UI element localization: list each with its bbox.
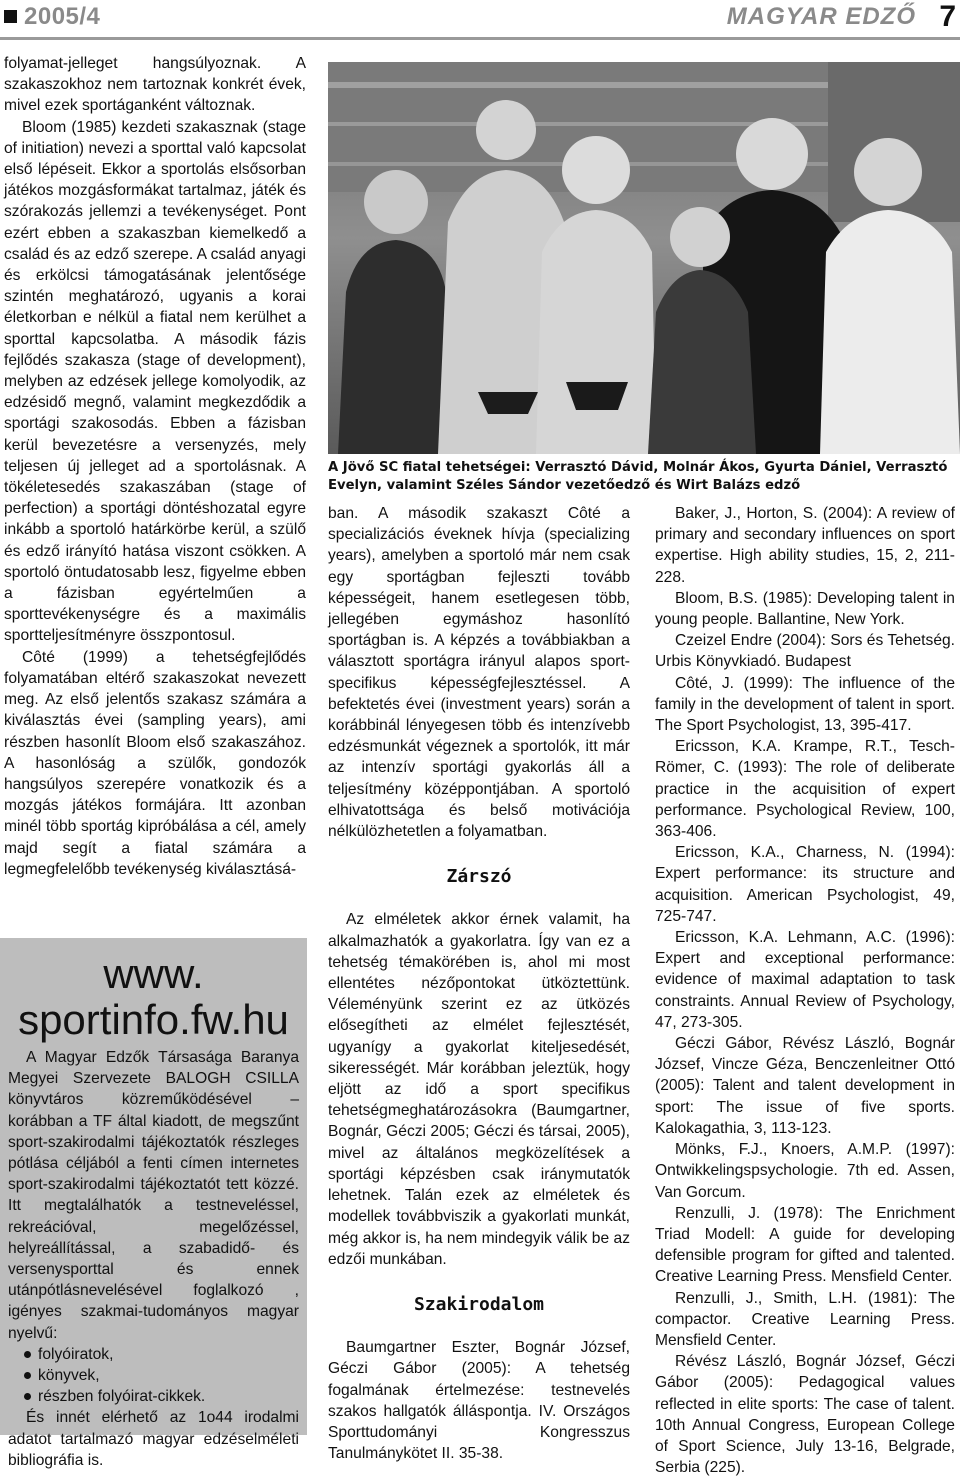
list-item: részben folyóirat-cikkek. xyxy=(38,1386,299,1407)
reference-entry: Renzulli, J., Smith, L.H. (1981): The compactor. Creative Learning Press. Mensfield Center. xyxy=(655,1289,955,1349)
page-header xyxy=(0,0,960,44)
section-heading-zarszo: Zárszó xyxy=(446,866,512,888)
reference-entry: Mönks, F.J., Knoers, A.M.P. (1997): Ontwikkelingspsychologie. 7th ed. Assen, Van Gorcum. xyxy=(655,1141,955,1201)
column-3-references xyxy=(655,503,955,1478)
url-line-1: www. xyxy=(103,950,204,997)
column-2 xyxy=(328,503,630,1464)
reference-entry: Baumgartner Eszter, Bognár József, Géczi Gábor (2005): A tehetség fogalmának értelmezése: testnevelés szakos hallgatók álláspontja. IV. Országos Sporttudományi Kongresszus Tanulmánykötet II. 35-38. xyxy=(328,1339,630,1463)
col2-paragraph: Az elméletek akkor érnek valamit, ha alkalmazhatók a gyakorlatra. Így van ez a tehetség témakörében is, ahol mi most ellentétes nézőpontokat ütköztettünk. Véleményünk szerint ez az ütközés elősegítheti az elmélet fejlesztését, ugyanígy a gyakorlat kiteljesedését, sikerességét. Már korábban jeleztük, hogy eljött az idő a sport specifikus tehetségmeghatározásokra (Baumgartner, Bognár, Géczi 2005; Géczi és társai, 2005), mivel az általános megközelítések a sportági képzésben csak iránymutatók lehetnek. Talán ezek az elméletek és modellek továbbviszik a gyakorlati munkát, még akkor is, ha nem mindegyik válik be az edzői munkában. xyxy=(328,911,630,1268)
reference-entry: Ericsson, K.A. Lehmann, A.C. (1996): Expert and exceptional performance: evidence of maximal adaptation to task constraints. Annual Review of Psychology, 47, 273-305. xyxy=(655,929,955,1031)
sportinfo-box xyxy=(0,938,307,1469)
reference-entry: Bloom, B.S. (1985): Developing talent in young people. Ballantine, New York. xyxy=(655,589,955,629)
page-number: 7 xyxy=(939,0,956,33)
team-photo xyxy=(328,62,960,454)
issue-number: 2005/4 xyxy=(24,3,101,30)
list-item: folyóiratok, xyxy=(38,1344,299,1365)
reference-entry: Géczi Gábor, Révész László, Bognár József, Vincze Géza, Benczenleitner Ottó (2005): Talent and talent development in sport: The issue of five sports. Kalokagathia, 3, 113-123. xyxy=(655,1035,955,1137)
box-list xyxy=(8,1344,299,1408)
box-body xyxy=(0,1043,307,1471)
reference-entry: Ericsson, K.A. Krampe, R.T., Tesch-Römer, C. (1993): The role of deliberate practice in the acquisition of expert performance. Psychological Review, 100, 363-406. xyxy=(655,738,955,841)
reference-entry: Renzulli, J. (1978): The Enrichment Triad Modell: A guide for developing defensible program for gifted and talented. Creative Learning Press. Mensfield Center. xyxy=(655,1204,955,1286)
team-photo-illustration xyxy=(328,62,960,454)
list-item: könyvek, xyxy=(38,1365,299,1386)
col1-paragraph: Côté (1999) a tehetségfejlődés folyamatában eltérő szakaszokat nevezett meg. Az első jelentős szakasz számára a kiválasztás évei (sampling years), ami részben hasonlít Bloom első szakaszához. A hasonlóság a szülők, gondozók hangsúlyos szerepére vonatkozik és a mozgás játékos formájára. Itt azonban minél több sportág kipróbálása a cél, amely majd segít a fiatal számára a legmegfelelőbb tevékenység kiválasztásá- xyxy=(4,648,306,878)
col2-paragraph: ban. A második szakaszt Côté a specializációs éveknek hívja (specializing years), amelyben a sportoló már nem csak egy sportágban fejleszti tovább képességeit, hanem esetlegesen több, jellegében egymáshoz hasonlító sportágban is. A képzés a továbbiakban a választott sportágra irányul alapos sport-specifikus képességfejlesztéssel. A befektetés évei (investment years) során a korábbinál lényegesen több és intenzívebb edzésmunkát végeznek a sportolók, itt már az intenzív sportági gyakorlás áll a teljesítmény középpontjában. A sportoló elhivatottsága és belső motivációja nélkülözhetetlen a folyamatban. xyxy=(328,505,630,841)
reference-entry: Révész László, Bognár József, Géczi Gábor (2005): Pedagogical values reflected in elite sports: The case of talent. 10th Annual Congress, European College of Sport Science, July 13-16, Belgrade, Serbia (225). xyxy=(655,1353,955,1477)
url-line-2: sportinfo.fw.hu xyxy=(18,996,289,1043)
box-text: A Magyar Edzők Társasága Baranya Megyei Szervezete BALOGH CSILLA könyvtáros közreműködésével – korábban a TF által kiadott, de megszűnt sport-szakirodalmi tájékoztatók részleges pótlása céljából a fenti címen internetes sport-szakirodalmi tájékoztatót tett közzé. Itt megtalálhatók a testneveléssel, rekreációval, megelőzéssel, helyreállítással, a szabadidő- és versenysporttal és ennek utánpótlásnevelésével foglalkozó , igényes szakmai-tudományos magyar nyelvű: xyxy=(8,1049,299,1342)
section-heading-szakirodalom: Szakirodalom xyxy=(413,1293,545,1315)
reference-entry: Côté, J. (1999): The influence of the family in the development of talent in sport. The Sport Psychologist, 13, 395-417. xyxy=(655,674,955,735)
column-1 xyxy=(4,53,306,880)
header-square-icon xyxy=(4,10,17,23)
col1-paragraph: Bloom (1985) kezdeti szakasznak (stage of initiation) nevezi a sporttal való kapcsolat első lépéseit. Ekkor a sportolás elsősorban játékos mozgásformákat tartalmaz, játék és szórakozás jellemzi a tevékenységet. Pont ezért ebben a szakaszban kiemelkedő a család és az edző szerepe. A család anyagi és erkölcsi támogatásának jelentősége szintén meghatározó, ugyanis a korai életkorban e nélkül a fiatal nem kerülhet a sporttal kapcsolatba. A második fázis fejlődés szakasza (stage of development), melyben az edzések jellege komolyodik, az edzésidő megnő, valamint megkezdődik a sportági szakosodás. Ebben a fázisban kerül bevezetésre a versenyzés, mely teljesen új jelleget ad a sportolásnak. A tökéletesedés szakaszában (stage of perfection) a sportági döntéshozatal egyre inkább a sportoló határkörbe kerül, a szülő és edző irányító hatása viszont csökken. A sportoló öntudatosabb lesz, figyelme ebben a fázisban egyértelműen a sporttevékenységre és a maximális sportteljesítményre összpontosul. xyxy=(4,118,306,645)
header-rule xyxy=(0,37,960,40)
box-outro: És innét elérhető az 1o44 irodalmi adatot tartalmazó magyar edzéselméleti bibliográfia is. xyxy=(8,1409,299,1469)
reference-entry: Czeizel Endre (2004): Sors és Tehetség. Urbis Könyvkiadó. Budapest xyxy=(655,632,955,671)
sportinfo-url[interactable] xyxy=(0,951,307,1043)
photo-caption: A Jövő SC fiatal tehetségei: Verrasztó Dávid, Molnár Ákos, Gyurta Dániel, Verrasztó Evelyn, valamint Széles Sándor vezetőedző és Wirt Balázs edző xyxy=(328,460,948,493)
reference-entry: Ericsson, K.A., Charness, N. (1994): Expert performance: its structure and acquisition. American Psychologist, 49, 725-747. xyxy=(655,844,955,925)
reference-entry: Baker, J., Horton, S. (2004): A review of primary and secondary influences on sport expertise. High ability studies, 15, 2, 211-228. xyxy=(655,505,955,586)
magazine-title: MAGYAR EDZŐ xyxy=(726,3,916,30)
col1-paragraph: folyamat-jelleget hangsúlyoznak. A szakaszokhoz nem tartoznak konkrét évek, mivel ezek sportáganként változnak. xyxy=(4,55,306,115)
